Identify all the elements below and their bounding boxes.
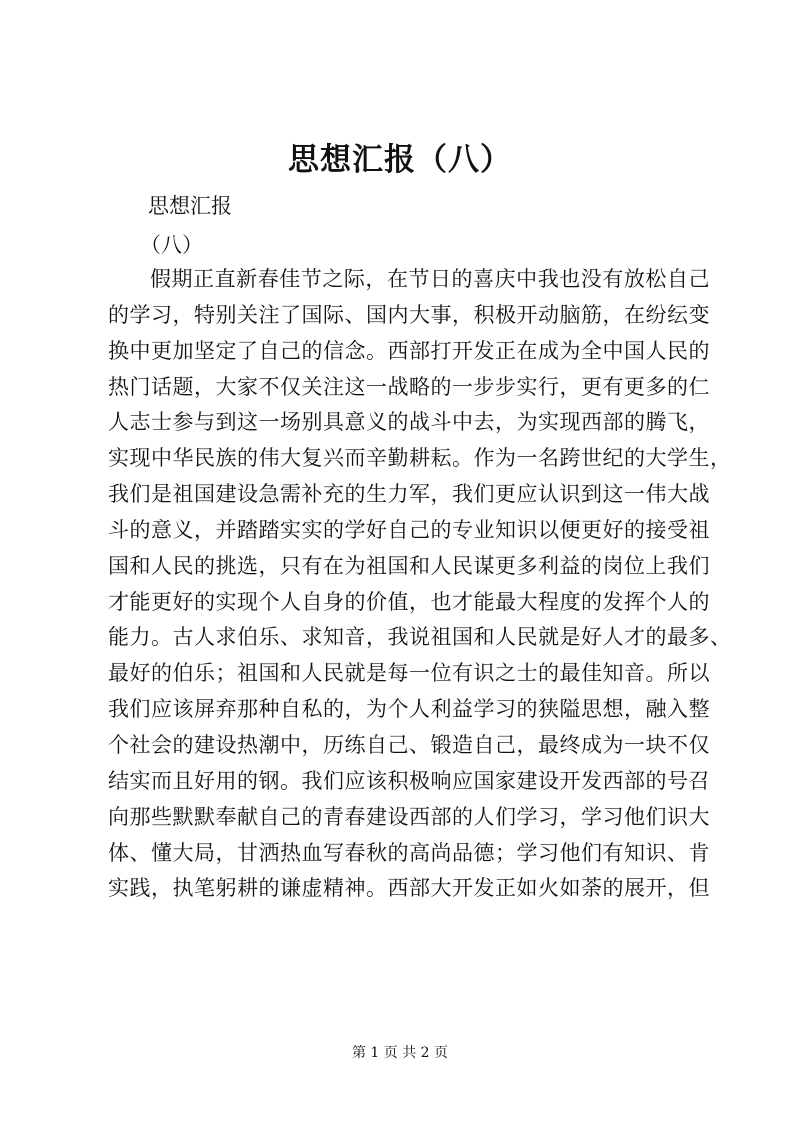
body-line: 热门话题，大家不仅关注这一战略的一步步实行，更有更多的仁 (108, 374, 710, 399)
body-line: 体、懂大局，甘洒热血写春秋的高尚品德；学习他们有知识、肯 (108, 840, 710, 865)
body-line: 假期正直新春佳节之际，在节日的喜庆中我也没有放松自己 (150, 267, 710, 291)
body-paragraph (108, 262, 732, 907)
body-line: 最好的伯乐；祖国和人民就是每一位有识之士的最佳知音。所以 (108, 661, 710, 686)
body-line: 斗的意义，并踏踏实实的学好自己的专业知识以便更好的接受祖 (108, 517, 710, 542)
body-line: 人志士参与到这一场别具意义的战斗中去，为实现西部的腾飞， (108, 410, 710, 435)
body-line: 国和人民的挑选，只有在为祖国和人民谋更多利益的岗位上我们 (108, 553, 710, 578)
body-line: 结实而且好用的钢。我们应该积极响应国家建设开发西部的号召 (108, 768, 710, 793)
body-line: 向那些默默奉献自己的青春建设西部的人们学习，学习他们识大 (108, 804, 710, 829)
body-line: 实践，执笔躬耕的谦虚精神。西部大开发正如火如荼的展开，但 (108, 876, 710, 901)
page-footer: 第 1 页 共 2 页 (351, 1045, 449, 1061)
body-line: 我们是祖国建设急需补充的生力军，我们更应认识到这一伟大战 (108, 482, 710, 507)
subheading-number: （八） (140, 233, 203, 257)
page-title: 思想汇报（八） (288, 142, 512, 178)
body-line: 我们应该屏弃那种自私的，为个人利益学习的狭隘思想，融入整 (108, 697, 710, 722)
subheading: 思想汇报 (148, 194, 232, 218)
body-line: 实现中华民族的伟大复兴而辛勤耕耘。作为一名跨世纪的大学生， (108, 446, 732, 471)
body-line: 换中更加坚定了自己的信念。西部打开发正在成为全中国人民的 (108, 338, 710, 363)
body-line: 能力。古人求伯乐、求知音，我说祖国和人民就是好人才的最多、 (108, 625, 732, 650)
body-line: 个社会的建设热潮中，历练自己、锻造自己，最终成为一块不仅 (108, 732, 710, 757)
body-line: 的学习，特别关注了国际、国内大事，积极开动脑筋，在纷纭变 (108, 302, 710, 327)
body-line: 才能更好的实现个人自身的价值，也才能最大程度的发挥个人的 (108, 589, 710, 614)
